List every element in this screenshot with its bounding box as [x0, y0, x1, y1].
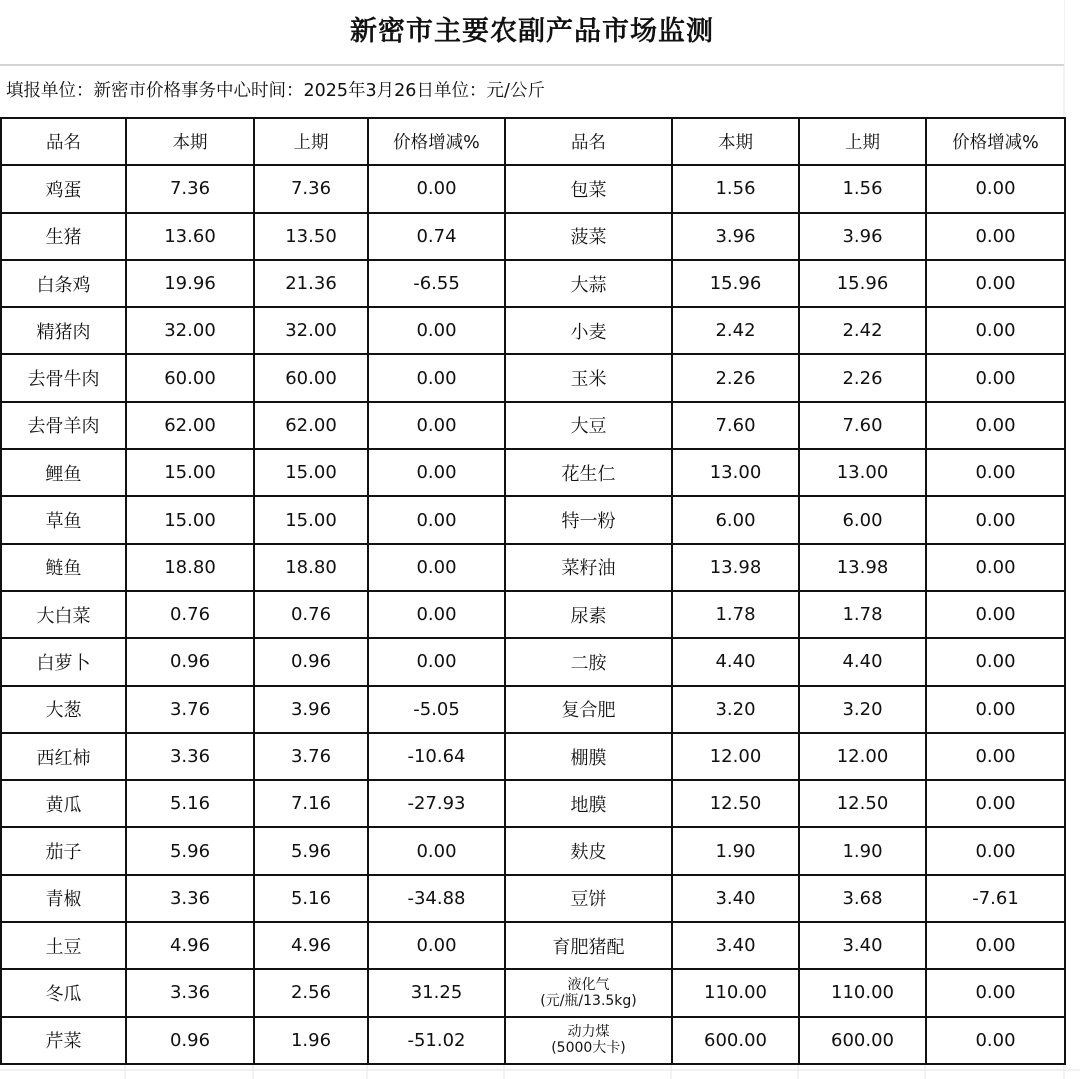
header-price-change-right: 价格增减% [926, 118, 1065, 165]
current-price-right: 1.78 [672, 591, 799, 638]
previous-price-right: 2.42 [799, 307, 926, 354]
product-name-right: 麸皮 [505, 827, 672, 874]
price-change-left: -6.55 [368, 260, 505, 307]
table-header-row [1, 118, 1065, 165]
product-name-left: 生猪 [1, 213, 126, 260]
price-change-right: 0.00 [926, 827, 1065, 874]
current-price-right: 3.96 [672, 213, 799, 260]
product-name-right-unit-note: (元/瓶/13.5kg) [540, 992, 637, 1009]
previous-price-right: 7.60 [799, 402, 926, 449]
product-name-right: 包菜 [505, 165, 672, 212]
previous-price-left: 2.56 [254, 969, 368, 1016]
price-change-right: 0.00 [926, 780, 1065, 827]
product-name-right: 大豆 [505, 402, 672, 449]
product-name-right: 菠菜 [505, 213, 672, 260]
product-name-left: 去骨羊肉 [1, 402, 126, 449]
price-change-right: -7.61 [926, 875, 1065, 922]
product-name-left: 青椒 [1, 875, 126, 922]
table-row [1, 638, 1065, 685]
table-row [1, 591, 1065, 638]
price-change-left: -34.88 [368, 875, 505, 922]
current-price-right: 3.40 [672, 875, 799, 922]
product-name-right [505, 1017, 672, 1064]
current-price-right: 13.00 [672, 449, 799, 496]
price-change-right: 0.00 [926, 449, 1065, 496]
product-name-right: 特一粉 [505, 496, 672, 543]
price-unit: 元/公斤 [486, 81, 545, 101]
current-price-left: 3.36 [126, 875, 254, 922]
product-name-left: 鲤鱼 [1, 449, 126, 496]
page-title: 新密市主要农副产品市场监测 [0, 0, 1064, 66]
previous-price-left: 7.36 [254, 165, 368, 212]
previous-price-left: 7.16 [254, 780, 368, 827]
price-change-right: 0.00 [926, 733, 1065, 780]
table-body [1, 165, 1065, 1064]
reporting-unit: 新密市价格事务中心 [93, 81, 251, 101]
previous-price-left: 62.00 [254, 402, 368, 449]
previous-price-right: 13.00 [799, 449, 926, 496]
previous-price-left: 1.96 [254, 1017, 368, 1064]
price-change-right: 0.00 [926, 969, 1065, 1016]
price-monitoring-table [0, 117, 1066, 1065]
previous-price-right: 6.00 [799, 496, 926, 543]
table-row [1, 354, 1065, 401]
previous-price-right: 12.00 [799, 733, 926, 780]
current-price-left: 5.96 [126, 827, 254, 874]
previous-price-right: 15.96 [799, 260, 926, 307]
current-price-right: 3.40 [672, 922, 799, 969]
current-price-left: 15.00 [126, 449, 254, 496]
table-row [1, 496, 1065, 543]
price-change-right: 0.00 [926, 213, 1065, 260]
product-name-right: 玉米 [505, 354, 672, 401]
current-price-right: 4.40 [672, 638, 799, 685]
product-name-right-main: 动力煤 [567, 1024, 610, 1041]
current-price-left: 3.36 [126, 733, 254, 780]
product-name-left: 大葱 [1, 686, 126, 733]
current-price-right: 7.60 [672, 402, 799, 449]
product-name-right: 豆饼 [505, 875, 672, 922]
table-row [1, 260, 1065, 307]
table-row [1, 165, 1065, 212]
current-price-left: 15.00 [126, 496, 254, 543]
product-name-left: 大白菜 [1, 591, 126, 638]
previous-price-right: 1.56 [799, 165, 926, 212]
report-time: 2025年3月26日 [303, 81, 434, 101]
price-change-left: 0.00 [368, 922, 505, 969]
product-name-left: 白条鸡 [1, 260, 126, 307]
price-change-right: 0.00 [926, 591, 1065, 638]
price-change-left: 0.00 [368, 638, 505, 685]
previous-price-left: 18.80 [254, 544, 368, 591]
price-change-left: 0.00 [368, 591, 505, 638]
header-current-period-left: 本期 [126, 118, 254, 165]
table-row [1, 449, 1065, 496]
current-price-left: 18.80 [126, 544, 254, 591]
previous-price-right: 3.68 [799, 875, 926, 922]
current-price-left: 62.00 [126, 402, 254, 449]
product-name-left: 黄瓜 [1, 780, 126, 827]
table-row [1, 213, 1065, 260]
table-row [1, 544, 1065, 591]
previous-price-right: 600.00 [799, 1017, 926, 1064]
product-name-right: 二胺 [505, 638, 672, 685]
product-name-right: 小麦 [505, 307, 672, 354]
previous-price-left: 5.96 [254, 827, 368, 874]
price-change-left: -27.93 [368, 780, 505, 827]
price-change-right: 0.00 [926, 354, 1065, 401]
price-change-right: 0.00 [926, 165, 1065, 212]
product-name-left: 土豆 [1, 922, 126, 969]
previous-price-right: 1.78 [799, 591, 926, 638]
previous-price-right: 3.40 [799, 922, 926, 969]
previous-price-right: 110.00 [799, 969, 926, 1016]
table-row [1, 686, 1065, 733]
price-change-left: 31.25 [368, 969, 505, 1016]
product-name-left: 草鱼 [1, 496, 126, 543]
header-previous-period-right: 上期 [799, 118, 926, 165]
current-price-left: 0.96 [126, 638, 254, 685]
price-change-right: 0.00 [926, 496, 1065, 543]
current-price-right: 2.42 [672, 307, 799, 354]
reporting-unit-label: 填报单位： [6, 81, 94, 101]
price-change-left: -10.64 [368, 733, 505, 780]
product-name-right: 棚膜 [505, 733, 672, 780]
table-row [1, 969, 1065, 1016]
product-name-right [505, 969, 672, 1016]
current-price-right: 13.98 [672, 544, 799, 591]
header-product-name-right: 品名 [505, 118, 672, 165]
price-change-left: 0.00 [368, 827, 505, 874]
table-row [1, 733, 1065, 780]
product-name-right: 花生仁 [505, 449, 672, 496]
table-row [1, 922, 1065, 969]
price-change-left: -51.02 [368, 1017, 505, 1064]
current-price-right: 12.50 [672, 780, 799, 827]
product-name-right-unit-note: (5000大卡) [551, 1040, 626, 1057]
product-name-left: 西红柿 [1, 733, 126, 780]
current-price-left: 4.96 [126, 922, 254, 969]
product-name-right: 地膜 [505, 780, 672, 827]
current-price-left: 7.36 [126, 165, 254, 212]
product-name-left: 白萝卜 [1, 638, 126, 685]
price-change-right: 0.00 [926, 544, 1065, 591]
current-price-left: 19.96 [126, 260, 254, 307]
price-change-right: 0.00 [926, 638, 1065, 685]
product-name-left: 芹菜 [1, 1017, 126, 1064]
product-name-right: 尿素 [505, 591, 672, 638]
price-change-right: 0.00 [926, 402, 1065, 449]
current-price-right: 2.26 [672, 354, 799, 401]
previous-price-left: 60.00 [254, 354, 368, 401]
current-price-right: 1.90 [672, 827, 799, 874]
previous-price-left: 15.00 [254, 449, 368, 496]
report-time-label: 时间： [251, 81, 304, 101]
current-price-left: 0.76 [126, 591, 254, 638]
table-row [1, 1017, 1065, 1064]
price-change-left: 0.00 [368, 165, 505, 212]
product-name-right: 复合肥 [505, 686, 672, 733]
product-name-left: 鲢鱼 [1, 544, 126, 591]
previous-price-left: 21.36 [254, 260, 368, 307]
product-name-left: 去骨牛肉 [1, 354, 126, 401]
previous-price-right: 12.50 [799, 780, 926, 827]
product-name-left: 茄子 [1, 827, 126, 874]
current-price-right: 12.00 [672, 733, 799, 780]
previous-price-right: 3.20 [799, 686, 926, 733]
table-row [1, 402, 1065, 449]
previous-price-left: 3.96 [254, 686, 368, 733]
price-change-left: 0.00 [368, 402, 505, 449]
product-name-right-main: 液化气 [567, 976, 610, 993]
product-name-left: 精猪肉 [1, 307, 126, 354]
price-change-right: 0.00 [926, 922, 1065, 969]
current-price-right: 1.56 [672, 165, 799, 212]
current-price-left: 5.16 [126, 780, 254, 827]
table-row [1, 780, 1065, 827]
previous-price-right: 2.26 [799, 354, 926, 401]
previous-price-left: 15.00 [254, 496, 368, 543]
table-row [1, 875, 1065, 922]
previous-price-right: 3.96 [799, 213, 926, 260]
current-price-left: 3.36 [126, 969, 254, 1016]
header-price-change-left: 价格增减% [368, 118, 505, 165]
current-price-right: 6.00 [672, 496, 799, 543]
current-price-left: 13.60 [126, 213, 254, 260]
price-change-right: 0.00 [926, 686, 1065, 733]
current-price-left: 32.00 [126, 307, 254, 354]
previous-price-left: 5.16 [254, 875, 368, 922]
previous-price-right: 4.40 [799, 638, 926, 685]
price-change-right: 0.00 [926, 307, 1065, 354]
current-price-right: 110.00 [672, 969, 799, 1016]
price-change-left: 0.00 [368, 544, 505, 591]
price-change-left: 0.00 [368, 307, 505, 354]
previous-price-left: 4.96 [254, 922, 368, 969]
current-price-right: 3.20 [672, 686, 799, 733]
price-change-right: 0.00 [926, 1017, 1065, 1064]
product-name-left: 冬瓜 [1, 969, 126, 1016]
table-row [1, 827, 1065, 874]
product-name-right: 菜籽油 [505, 544, 672, 591]
table-row [1, 307, 1065, 354]
current-price-left: 3.76 [126, 686, 254, 733]
price-unit-label: 单位： [433, 81, 487, 101]
price-change-left: -5.05 [368, 686, 505, 733]
price-change-left: 0.74 [368, 213, 505, 260]
current-price-left: 0.96 [126, 1017, 254, 1064]
price-change-right: 0.00 [926, 260, 1065, 307]
previous-price-left: 0.96 [254, 638, 368, 685]
previous-price-left: 32.00 [254, 307, 368, 354]
current-price-right: 15.96 [672, 260, 799, 307]
header-product-name-left: 品名 [1, 118, 126, 165]
product-name-right: 大蒜 [505, 260, 672, 307]
current-price-right: 600.00 [672, 1017, 799, 1064]
current-price-left: 60.00 [126, 354, 254, 401]
previous-price-right: 13.98 [799, 544, 926, 591]
previous-price-right: 1.90 [799, 827, 926, 874]
report-info-line [6, 66, 545, 116]
header-previous-period-left: 上期 [254, 118, 368, 165]
previous-price-left: 13.50 [254, 213, 368, 260]
product-name-left: 鸡蛋 [1, 165, 126, 212]
previous-price-left: 0.76 [254, 591, 368, 638]
price-change-left: 0.00 [368, 354, 505, 401]
price-change-left: 0.00 [368, 449, 505, 496]
previous-price-left: 3.76 [254, 733, 368, 780]
product-name-right: 育肥猪配 [505, 922, 672, 969]
header-current-period-right: 本期 [672, 118, 799, 165]
price-change-left: 0.00 [368, 496, 505, 543]
